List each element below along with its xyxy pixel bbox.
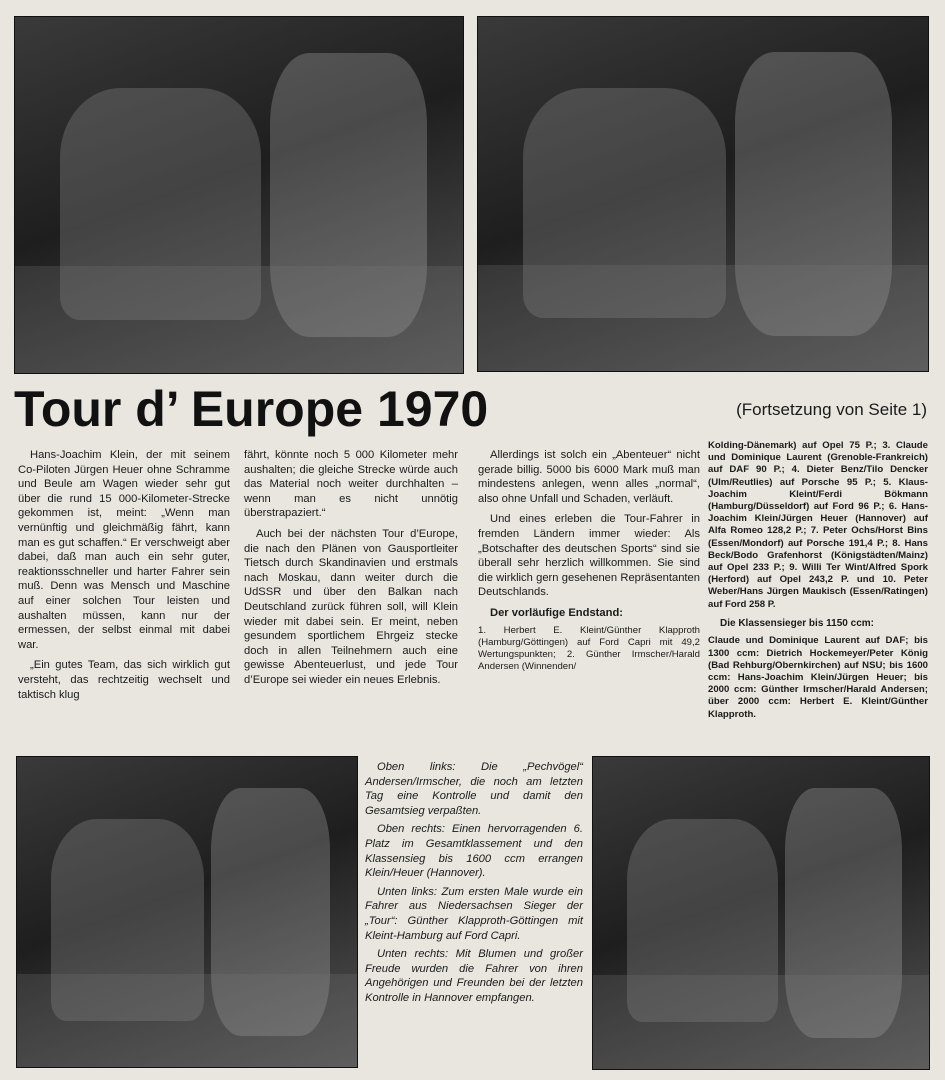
results-heading: Der vorläufige Endstand: [490, 606, 624, 619]
class-winners-heading: Die Klassensieger bis 1150 ccm: [720, 617, 874, 629]
caption-top-right: Oben rechts: Einen hervorragenden 6. Platz im Gesamtklassement und den Klassensieg bis 1600 ccm errangen Klein/Heuer (Hannover). [365, 823, 583, 880]
article-column-2 [244, 448, 458, 694]
paragraph: Allerdings ist solch ein „Abenteuer“ nicht gerade billig. 5000 bis 6000 Mark muß man mindestens anlegen, wenn alles „normal“, also ohne Unfall und Schaden, verläuft. [478, 449, 700, 505]
results-text: 1. Herbert E. Kleint/Günther Klapproth (Hamburg/Göttingen) auf Ford Capri mit 49,2 Wertungspunkten; 2. Günther Irmscher/Harald Andersen (Winnenden/ [478, 624, 700, 673]
paragraph: Auch bei der nächsten Tour d’Europe, die nach den Plänen von Gausportleiter Tietsch durch Skandinavien und erstmals nach Moskau, dann weiter durch die UdSSR und über den Balkan nach Deutschland zurück führen soll, will Klein wieder mit dabei sein. Er meint, neben gesundem sportlichem Ehrgeiz stecke doch in allen Teilnehmern auch eine gewisse Abenteuerlust, und jede Tour d’Europe sei wieder ein neues Erlebnis. [244, 527, 458, 686]
photo-bottom-left [16, 756, 358, 1068]
photo-captions [365, 760, 583, 1010]
photo-top-right [477, 16, 929, 372]
caption-top-left: Oben links: Die „Pechvögel“ Andersen/Irmscher, die noch am letzten Tag eine Kontrolle und damit den Gesamtsieg verpaßten. [365, 761, 583, 817]
paragraph: fährt, könnte noch 5 000 Kilometer mehr aushalten; die gleiche Strecke würde auch das Material noch weiter durchhalten – wenn man es nicht unnötig überstrapaziert.“ [244, 449, 458, 520]
paragraph: Und eines erleben die Tour-Fahrer in fremden Ländern immer wieder: Als „Botschafter des deutschen Sports“ sind sie überall sehr herzlich willkommen. Sie sind die wirklich gern gesehenen Repräsentanten Deutschlands. [478, 513, 700, 599]
photo-bottom-right [592, 756, 930, 1070]
results-text-continued: Kolding-Dänemark) auf Opel 75 P.; 3. Claude und Dominique Laurent (Grenoble-Frankreich) auf DAF 90 P.; 4. Dieter Benz/Tilo Dencker (Ulm/Reutlies) auf Porsche 95 P.; 5. Klaus-Joachim Kleint/Ferdi Bökmann (Hamburg/Düsseldorf) auf Ford 96 P.; 6. Hans-Joachim Klein/Jürgen Heuer (Hannover) auf Alfa Romeo 128,2 P.; 7. Peter Ochs/Horst Bins (Essen/Mondorf) auf Porsche 191,4 P.; 8. Hans Beck/Bodo Grafenhorst (Königstädten/Mainz) auf Opel 233 P.; 9. Willi Ter Wint/Alfred Spork (Herford) auf Opel 243,2 P. und 10. Peter Weber/Hans Jürgen Maukisch (Essen/Ratingen) auf Ford 258 P. [708, 440, 928, 610]
photo-top-left [14, 16, 464, 374]
article-column-1 [18, 448, 230, 708]
article-column-4 [708, 440, 928, 727]
class-winners-text: Claude und Dominique Laurent auf DAF; bis 1300 ccm: Dietrich Hockemeyer/Peter König (Bad Rehburg/Obernkirchen) auf NSU; bis 1600 ccm: Hans-Joachim Klein/Jürgen Heuer; bis 2000 ccm: Günther Irmscher/Harald Andersen; über 2000 ccm: Herbert E. Kleint/Günther Klapproth. [708, 635, 928, 720]
headline: Tour d’ Europe 1970 [14, 381, 489, 437]
caption-bottom-left: Unten links: Zum ersten Male wurde ein Fahrer aus Niedersachsen Sieger der „Tour“: Günther Klapproth-Göttingen mit Kleint-Hamburg auf Ford Capri. [365, 885, 583, 942]
paragraph: Hans-Joachim Klein, der mit seinem Co-Piloten Jürgen Heuer ohne Schramme und Beule am Wagen wieder sehr gut über die rund 15 000-Kilometer-Strecke gekommen ist, meint: „Wenn man vernünftig und gleichmäßig fährt, kann man es gut schaffen.“ Er verschweigt aber dabei, daß man auch ein sehr guter, reaktionsschneller und harter Fahrer sein muß. Denn was Mensch und Maschine auf einer solchen Tour leisten und aushalten müssen, kann nur der ermessen, der selbst einmal mit dabei war. [18, 449, 230, 651]
subheadline: (Fortsetzung von Seite 1) [736, 400, 927, 419]
paragraph: „Ein gutes Team, das sich wirklich gut versteht, das rechtzeitig wechselt und taktisch klug [18, 659, 230, 701]
article-column-3 [478, 448, 700, 679]
caption-bottom-right: Unten rechts: Mit Blumen und großer Freude wurden die Fahrer von ihren Angehörigen und Freunden bei der letzten Kontrolle in Hannover empfangen. [365, 948, 583, 1004]
